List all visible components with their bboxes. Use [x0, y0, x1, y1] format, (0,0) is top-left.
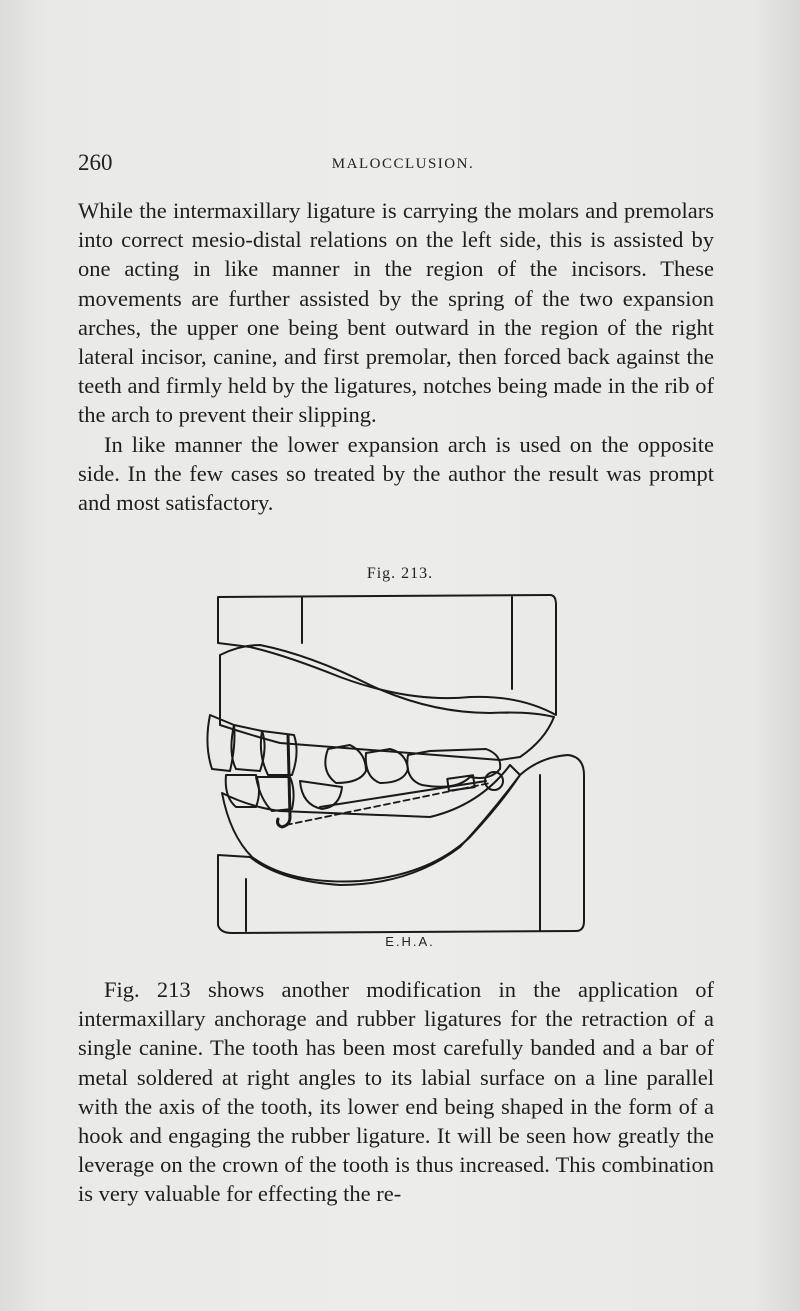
paragraph-lower-arch: In like manner the lower expansion arch is used on the opposite side. In the few cases so treated by the author the result was prompt and most satisfactory. [78, 431, 714, 516]
upper-canine [261, 731, 297, 775]
running-head: MALOCCLUSION. [331, 156, 475, 172]
dental-model-illustration [190, 585, 600, 950]
upper-gum [220, 645, 554, 760]
canine-bar-hook [278, 735, 291, 827]
upper-premolar-2 [366, 749, 408, 783]
upper-base-outline [218, 595, 556, 715]
expansion-arch [320, 781, 486, 807]
paragraph-intermaxillary: While the intermaxillary ligature is carrying the molars and premolars into correct mesio-distal relations on the left side, this is assisted by one acting in like manner in the region of the incisors. These movements are further assisted by the spring of the two expansion arches, the upper one being bent outward in the region of the right lateral incisor, canine, and first premolar, then forced back against the teeth and firmly held by the ligatures, notches being made in the rib of the arch to prevent their slipping. [78, 198, 714, 428]
paragraph-fig-213: Fig. 213 shows another modification in the application of intermaxillary anchorage and rubber ligatures for the retraction of a single canine. The tooth has been most carefully banded and a bar of metal soldered at right angles to its labial surface on a line parallel with the axis of the tooth, its lower end being shaped in the form of a hook and engaging the rubber ligature. It will be seen how greatly the leverage on the crown of the tooth is thus increased. This combination is very valuable for effecting the re- [78, 977, 714, 1207]
upper-lateral-incisor [231, 725, 264, 771]
page-header [78, 150, 718, 180]
illustrator-signature: E.H.A. [385, 934, 435, 949]
lower-base-outline [218, 755, 584, 933]
page-number: 260 [78, 150, 113, 175]
upper-premolar-1 [325, 745, 366, 783]
figure-caption: Fig. 213. [366, 565, 434, 582]
body-text-bottom [78, 975, 714, 1209]
body-text-top [78, 196, 714, 517]
